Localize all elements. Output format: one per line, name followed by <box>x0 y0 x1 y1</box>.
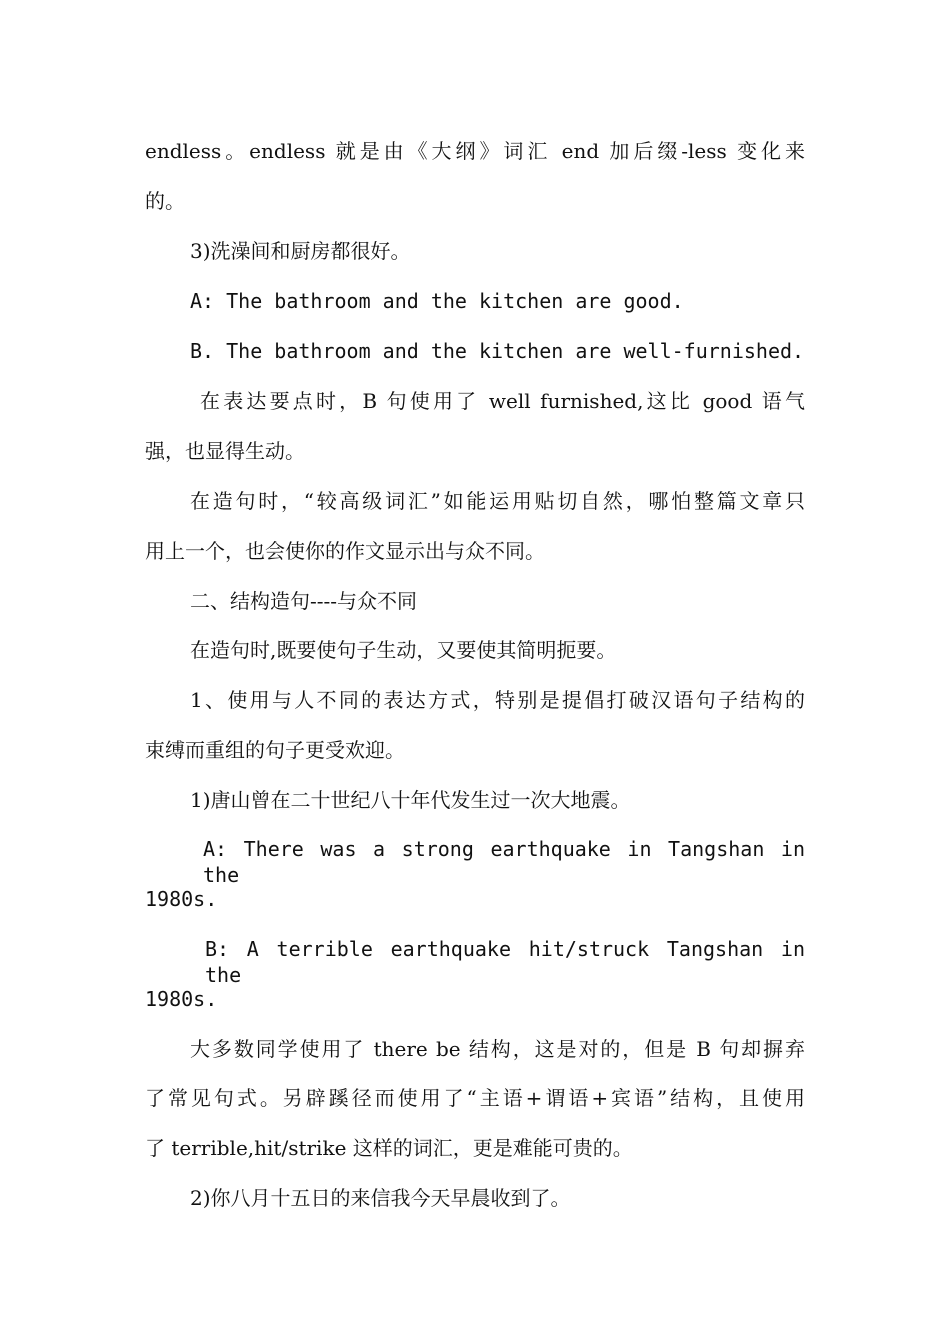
body-text-line: 束缚而重组的句子更受欢迎。 <box>145 738 405 762</box>
body-text-line: 的。 <box>145 189 185 213</box>
example-sentence-b: B: A terrible earthquake hit/struck Tangshan in the <box>205 937 805 987</box>
body-text-line: 在造句时，“较高级词汇”如能运用贴切自然，哪怕整篇文章只 <box>190 489 805 513</box>
example-sentence-b: B. The bathroom and the kitchen are well-furnished. <box>190 339 805 363</box>
example-sentence-b-cont: 1980s. <box>145 987 218 1011</box>
example-sentence-a-cont: 1980s. <box>145 887 218 911</box>
example-heading: 1)唐山曾在二十世纪八十年代发生过一次大地震。 <box>190 788 631 812</box>
body-text-line: 了常见句式。另辟蹊径而使用了“主语+谓语+宾语”结构，且使用 <box>145 1086 805 1110</box>
example-heading: 3)洗澡间和厨房都很好。 <box>190 239 411 263</box>
example-heading: 2)你八月十五日的来信我今天早晨收到了。 <box>190 1186 571 1210</box>
body-text-line: 1、使用与人不同的表达方式，特别是提倡打破汉语句子结构的 <box>190 688 805 712</box>
example-sentence-a: A: There was a strong earthquake in Tangshan in the <box>203 837 805 887</box>
section-heading: 二、结构造句----与众不同 <box>190 589 418 613</box>
body-text-line: 了 terrible,hit/strike 这样的词汇，更是难能可贵的。 <box>145 1136 633 1160</box>
body-text-line: 在造句时,既要使句子生动，又要使其简明扼要。 <box>190 638 617 662</box>
body-text-line: 在表达要点时，B 句使用了 well furnished,这比 good 语气 <box>200 389 805 413</box>
body-text-line: 强，也显得生动。 <box>145 439 305 463</box>
body-text-line: 用上一个，也会使你的作文显示出与众不同。 <box>145 539 545 563</box>
body-text-line: endless。endless 就是由《大纲》词汇 end 加后缀-less 变化来 <box>145 139 805 163</box>
example-sentence-a: A: The bathroom and the kitchen are good. <box>190 289 684 313</box>
body-text-line: 大多数同学使用了 there be 结构，这是对的，但是 B 句却摒弃 <box>190 1037 805 1061</box>
